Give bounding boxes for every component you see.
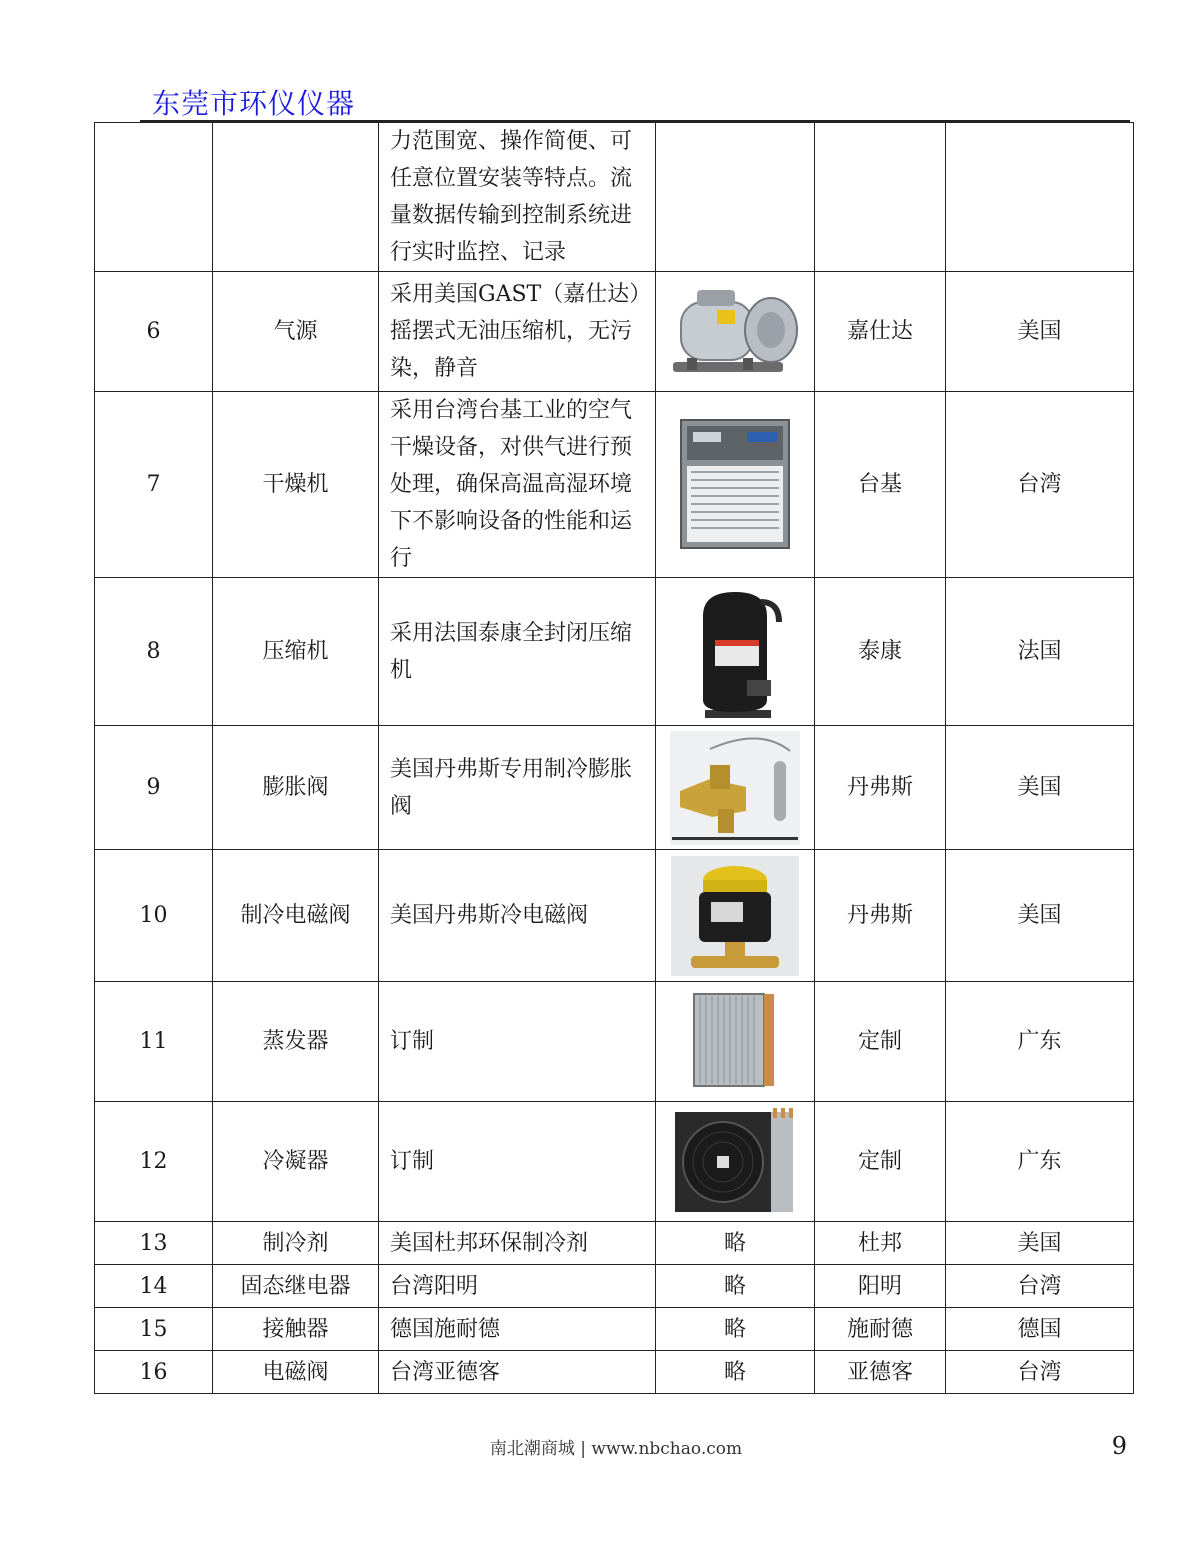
row-no: 15: [95, 1308, 213, 1351]
component-spec-table: [94, 122, 1134, 1394]
table-row: [95, 123, 1134, 272]
row-desc: 力范围宽、操作简便、可任意位置安装等特点。流量数据传输到控制系统进行实时监控、记录: [379, 123, 656, 272]
table-row: [95, 982, 1134, 1102]
evaporator-photo: [690, 990, 780, 1094]
row-desc: 采用美国GAST（嘉仕达）摇摆式无油压缩机，无污染，静音: [379, 272, 656, 392]
row-name: [213, 123, 379, 272]
row-desc: 采用台湾台基工业的空气干燥设备，对供气进行预处理，确保高温高湿环境下不影响设备的性能和运行: [379, 392, 656, 578]
table-row: [95, 272, 1134, 392]
row-image-text: 略: [656, 1222, 815, 1265]
row-name: 膨胀阀: [213, 726, 379, 850]
row-brand: 阳明: [815, 1265, 946, 1308]
row-desc: 美国杜邦环保制冷剂: [379, 1222, 656, 1265]
row-brand: 施耐德: [815, 1308, 946, 1351]
row-image: [656, 392, 815, 578]
page-number: 9: [1111, 1432, 1127, 1460]
row-no: 7: [95, 392, 213, 578]
row-no: 14: [95, 1265, 213, 1308]
row-origin: 美国: [946, 272, 1134, 392]
row-image: [656, 982, 815, 1102]
row-no: 10: [95, 850, 213, 982]
row-name: 固态继电器: [213, 1265, 379, 1308]
footer-site-link[interactable]: 南北潮商城 | www.nbchao.com: [489, 1439, 743, 1459]
oil-free-compressor-photo: [663, 276, 807, 388]
row-no: 11: [95, 982, 213, 1102]
condenser-fan-photo: [673, 1108, 797, 1216]
company-header-title: 东莞市环仪仪器: [152, 87, 356, 120]
row-brand: 泰康: [815, 578, 946, 726]
row-desc: 美国丹弗斯专用制冷膨胀阀: [379, 726, 656, 850]
row-image-text: 略: [656, 1265, 815, 1308]
table-row: [95, 392, 1134, 578]
row-origin: 广东: [946, 982, 1134, 1102]
row-name: 制冷剂: [213, 1222, 379, 1265]
row-origin: 德国: [946, 1308, 1134, 1351]
row-origin: [946, 123, 1134, 272]
row-no: 9: [95, 726, 213, 850]
row-origin: 台湾: [946, 1351, 1134, 1394]
row-name: 制冷电磁阀: [213, 850, 379, 982]
row-image: [656, 850, 815, 982]
row-origin: 台湾: [946, 392, 1134, 578]
row-image-text: 略: [656, 1351, 815, 1394]
expansion-valve-photo: [670, 731, 800, 845]
row-origin: 台湾: [946, 1265, 1134, 1308]
row-image-text: 略: [656, 1308, 815, 1351]
row-name: 接触器: [213, 1308, 379, 1351]
row-name: 干燥机: [213, 392, 379, 578]
row-no: [95, 123, 213, 272]
row-no: 6: [95, 272, 213, 392]
air-dryer-photo: [675, 416, 795, 554]
row-desc: 美国丹弗斯冷电磁阀: [379, 850, 656, 982]
row-name: 冷凝器: [213, 1102, 379, 1222]
row-origin: 广东: [946, 1102, 1134, 1222]
table-row: [95, 726, 1134, 850]
table-row: [95, 850, 1134, 982]
row-brand: 嘉仕达: [815, 272, 946, 392]
table-row: [95, 1308, 1134, 1351]
row-image: [656, 1102, 815, 1222]
row-origin: 美国: [946, 850, 1134, 982]
row-origin: 美国: [946, 1222, 1134, 1265]
row-image: [656, 578, 815, 726]
row-desc: 订制: [379, 982, 656, 1102]
row-desc: 台湾阳明: [379, 1265, 656, 1308]
row-name: 压缩机: [213, 578, 379, 726]
row-name: 蒸发器: [213, 982, 379, 1102]
row-image: [656, 123, 815, 272]
row-name: 气源: [213, 272, 379, 392]
row-image: [656, 726, 815, 850]
row-brand: [815, 123, 946, 272]
row-origin: 美国: [946, 726, 1134, 850]
row-no: 12: [95, 1102, 213, 1222]
row-name: 电磁阀: [213, 1351, 379, 1394]
table-row: [95, 1222, 1134, 1265]
row-no: 8: [95, 578, 213, 726]
row-brand: 定制: [815, 1102, 946, 1222]
row-brand: 丹弗斯: [815, 726, 946, 850]
row-brand: 台基: [815, 392, 946, 578]
row-brand: 定制: [815, 982, 946, 1102]
row-desc: 采用法国泰康全封闭压缩机: [379, 578, 656, 726]
table-row: [95, 1351, 1134, 1394]
table-row: [95, 1102, 1134, 1222]
row-brand: 杜邦: [815, 1222, 946, 1265]
row-no: 16: [95, 1351, 213, 1394]
row-brand: 亚德客: [815, 1351, 946, 1394]
row-image: [656, 272, 815, 392]
row-origin: 法国: [946, 578, 1134, 726]
table-row: [95, 1265, 1134, 1308]
row-desc: 订制: [379, 1102, 656, 1222]
solenoid-valve-photo: [671, 856, 799, 976]
row-brand: 丹弗斯: [815, 850, 946, 982]
hermetic-compressor-photo: [685, 582, 785, 722]
row-no: 13: [95, 1222, 213, 1265]
table-row: [95, 578, 1134, 726]
row-desc: 台湾亚德客: [379, 1351, 656, 1394]
row-desc: 德国施耐德: [379, 1308, 656, 1351]
